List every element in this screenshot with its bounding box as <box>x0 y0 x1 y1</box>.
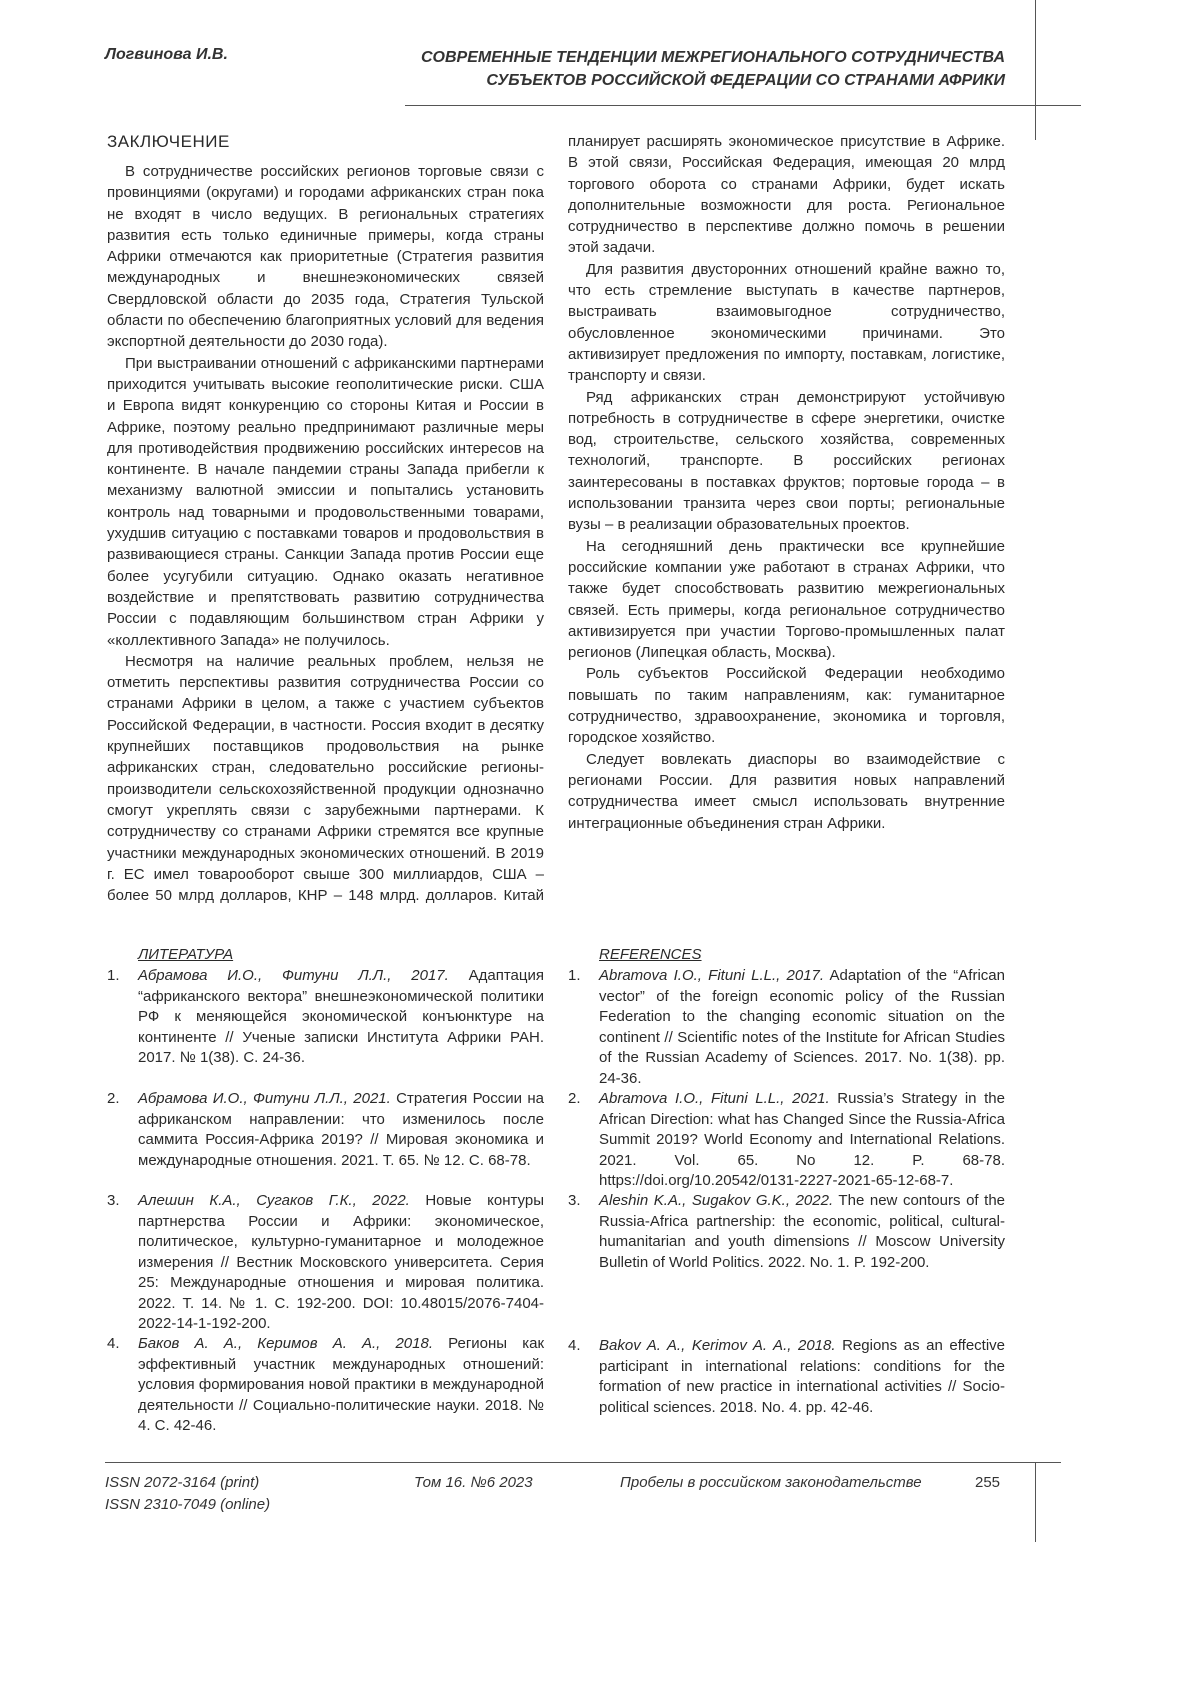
footer-issn <box>105 1472 270 1516</box>
paragraph: Роль субъектов Российской Федерации необходимо повышать по таким направлениям, как: гуманитарное сотрудничество, здравоохранение, экономика и торговля, городское хозяйство. <box>568 663 1005 748</box>
item-authors: Абрамова И.О., Фитуни Л.Л., 2021. <box>138 1090 391 1107</box>
running-head-title-line2: СУБЪЕКТОВ РОССИЙСКОЙ ФЕДЕРАЦИИ СО СТРАНАМИ АФРИКИ <box>421 69 1005 92</box>
item-authors: Abramova I.O., Fituni L.L., 2021. <box>599 1090 830 1107</box>
item-number: 2. <box>568 1089 581 1110</box>
issn-print: ISSN 2072-3164 (print) <box>105 1472 270 1494</box>
footer-vertical-rule <box>1035 1462 1036 1542</box>
references-heading: REFERENCES <box>599 946 702 963</box>
reference-item <box>568 1089 1005 1192</box>
literature-item <box>107 966 544 1069</box>
item-number: 4. <box>568 1336 581 1357</box>
item-text: Regions as an effective participant in international relations: conditions for the formation of new practice in international activities // Socio-political sciences. 2018. No. 4. pp. 42-46. <box>599 1337 1005 1416</box>
item-text: Адаптация “африканского вектора” внешнеэкономической политики РФ к меняющейся экономической конъюнктуре на континенте // Ученые записки Института Африки РАН. 2017. № 1(38). С. 24-36. <box>138 967 544 1066</box>
item-authors: Aleshin K.A., Sugakov G.K., 2022. <box>599 1192 833 1209</box>
literature-item <box>107 1191 544 1335</box>
footer-journal: Пробелы в российском законодательстве <box>620 1472 922 1494</box>
item-text: Adaptation of the “African vector” of the foreign economic policy of the Russian Federation to the changing economic situation on the continent // Scientific notes of the Institute for African Studies of the Russian Academy of Sciences. 2017. No. 1(38). pp. 24-36. <box>599 967 1005 1087</box>
paragraph: Ряд африканских стран демонстрируют устойчивую потребность в сотрудничестве в сфере энергетики, очистке вод, строительстве, сельского хозяйства, современных технологий, транспорте. В российских регионах заинтересованы в поставках фруктов; портовые города – в использовании транзита через свои порты; региональные вузы – в реализации образовательных проектов. <box>568 387 1005 536</box>
issn-online: ISSN 2310-7049 (online) <box>105 1494 270 1516</box>
paragraph: Следует вовлекать диаспоры во взаимодействие с регионами России. Для развития новых направлений сотрудничества имеет смысл использовать внутренние интеграционные объединения стран Африки. <box>568 749 1005 834</box>
item-authors: Баков А. А., Керимов А. А., 2018. <box>138 1335 433 1352</box>
footer-volume: Том 16. №6 2023 <box>414 1472 533 1494</box>
paragraph: Несмотря на наличие реальных проблем, нельзя не отметить перспективы развития сотрудничества России со странами Африки в целом, а также с участием субъектов Российской Федерации, в частности. Россия входит в десятку крупнейших поставщиков продовольствия на рынке африканских стран, следовательно российские регионы-производители сельскохозяйственной продукции однозначно смогут укреплять связи с зарубежными партнерами. К сотрудничеству со странами Африки стремятся все крупные участники международных экономических отношений. В 2019 г. ЕС имел товарооборот свыше 300 миллиардов, США – более 50 млрд долларов, КНР – 148 млрд. долларов. Китай планирует расширять экономическое присутствие в Африке. В этой связи, Российская Федерация, имеющая 20 млрд торгового оборота со странами Африки, будет искать дополнительные возможности для роста. Региональное сотрудничество в перспективе должно помочь в решении этой задачи. <box>107 131 1005 911</box>
paragraph: При выстраивании отношений с африканскими партнерами приходится учитывать высокие геополитические риски. США и Европа видят конкуренцию со стороны Китая и России в Африке, поэтому реально предпринимают различные меры для противодействия продвижению российских интересов на континенте. В начале пандемии страны Запада прибегли к механизму валютной эмиссии и попытались установить контроль над товарными и продовольственными товарами, ухудшив ситуацию с поставками товаров и продовольствия в развивающиеся страны. Санкции Запада против России еще более усугубили ситуацию. Однако оказать негативное воздействие и препятствовать развитию сотрудничества России с подавляющим большинством стран Африки у «коллективного Запада» не получилось. <box>107 353 544 651</box>
item-number: 3. <box>568 1191 581 1212</box>
running-head-author: Логвинова И.В. <box>105 46 228 64</box>
item-number: 1. <box>568 966 581 987</box>
item-number: 2. <box>107 1089 120 1110</box>
item-authors: Алешин К.А., Сугаков Г.К., 2022. <box>138 1192 410 1209</box>
header-vertical-rule <box>1035 0 1036 140</box>
conclusion-section <box>107 131 1005 911</box>
page-number: 255 <box>975 1472 1000 1494</box>
item-authors: Абрамова И.О., Фитуни Л.Л., 2017. <box>138 967 449 984</box>
literature-heading: ЛИТЕРАТУРА <box>138 946 233 963</box>
running-head-title-line1: СОВРЕМЕННЫЕ ТЕНДЕНЦИИ МЕЖРЕГИОНАЛЬНОГО СОТРУДНИЧЕСТВА <box>421 46 1005 69</box>
item-text: Регионы как эффективный участник международных отношений: условия формирования новой практики в международной деятельности // Социально-политические науки. 2018. № 4. С. 42-46. <box>138 1335 544 1434</box>
reference-item <box>568 966 1005 1089</box>
reference-item <box>568 1191 1005 1273</box>
item-text: Новые контуры партнерства России и Африки: экономическое, политическое, культурно-гуманитарное и молодежное измерения // Вестник Московского университета. Серия 25: Международные отношения и мировая политика. 2022. Т. 14. № 1. С. 192-200. DOI: 10.48015/2076-7404-2022-14-1-192-200. <box>138 1192 544 1332</box>
item-number: 1. <box>107 966 120 987</box>
paragraph: Для развития двусторонних отношений крайне важно то, что есть стремление выступать в качестве партнеров, выстраивать взаимовыгодное сотрудничество, обусловленное экономическими причинами. Это активизирует предложения по импорту, поставкам, логистике, транспорту и связи. <box>568 259 1005 387</box>
conclusion-heading: ЗАКЛЮЧЕНИЕ <box>107 131 544 153</box>
literature-item <box>107 1089 544 1171</box>
item-text: The new contours of the Russia-Africa partnership: the economic, political, cultural-humanitarian and youth dimensions // Moscow University Bulletin of World Politics. 2022. No. 1. P. 192-200. <box>599 1192 1005 1271</box>
item-authors: Abramova I.O., Fituni L.L., 2017. <box>599 967 824 984</box>
paragraph: На сегодняшний день практически все крупнейшие российские компании уже работают в странах Африки, что также будет способствовать развитию межрегиональных связей. Есть примеры, когда региональное сотрудничество активизируется при участии Торгово-промышленных палат регионов (Липецкая область, Москва). <box>568 536 1005 664</box>
item-text: Russia’s Strategy in the African Direction: what has Changed Since the Russia-Africa Summit 2019? World Economy and International Relations. 2021. Vol. 65. No 12. P. 68-78. https://doi.org/10.20542/0131-2227-2021-65-12-68-7. <box>599 1090 1005 1189</box>
header-rule <box>405 105 1081 106</box>
reference-item <box>568 1336 1005 1418</box>
item-authors: Bakov A. A., Kerimov A. A., 2018. <box>599 1337 836 1354</box>
item-text: Стратегия России на африканском направлении: что изменилось после саммита Россия-Африка 2019? // Мировая экономика и международные отношения. 2021. Т. 65. № 12. С. 68-78. <box>138 1090 544 1169</box>
paragraph: В сотрудничестве российских регионов торговые связи с провинциями (округами) и городами африканских стран пока не входят в число ведущих. В региональных стратегиях развития есть только единичные примеры, когда страны Африки отмечаются как приоритетные (Стратегия развития международных и внешнеэкономических связей Свердловской области до 2035 года, Стратегия Тульской области по обеспечению благоприятных условий для ведения экспортной деятельности до 2030 года). <box>107 161 544 353</box>
running-head-title <box>421 46 1005 92</box>
item-number: 3. <box>107 1191 120 1212</box>
item-number: 4. <box>107 1334 120 1355</box>
footer-rule <box>105 1462 1061 1463</box>
literature-item <box>107 1334 544 1437</box>
